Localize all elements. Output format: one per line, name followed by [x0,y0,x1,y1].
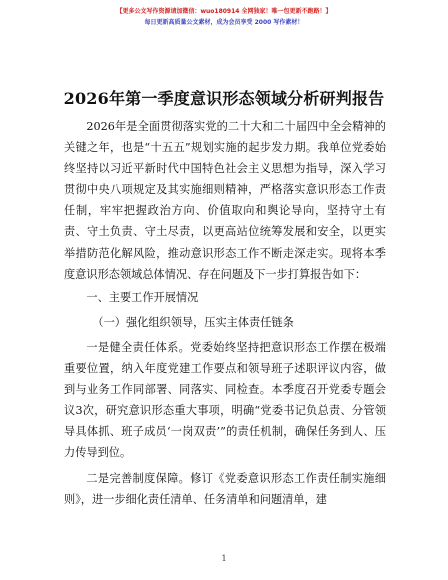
subsection-heading: （一）强化组织领导，压实主体责任链条 [92,315,294,329]
intro-paragraph: 2026年是全面贯彻落实党的二十大和二十届四中全会精神的关键之年，也是“十五五”规划实施的起步发力期。我单位党委始终坚持以习近平新时代中国特色社会主义思想为指导，深入学习贯彻中央八项规定及其实施细则精神，严格落实意识形态工作责任制，牢牢把握政治方向、价值取向和舆论导向，坚持守土有责、守土负责、守土尽责，以更高站位统筹发展和安全，以更实举措防范化解风险，推动意识形态工作不断走深走实。现将本季度意识形态领域总体情况、存在问题及下一步打算报告如下： [64,120,386,281]
page-number: 1 [221,554,227,563]
promo-banner [0,6,448,28]
document-title: 2026年第一季度意识形态领域分析研判报告 [63,89,385,108]
promo-banner-line-1: 【更多公文写作资源请加微信：wuo180914 全网独家！唯一包更新不跑路！】 [116,8,332,15]
body-paragraph: 二是完善制度保障。修订《党委意识形态工作责任制实施细则》，进一步细化责任清单、任务清单和问题清单，建 [64,471,386,506]
promo-banner-line-2: 每日更新高质量公文素材，成为会员享受 2000 写作素材！ [144,19,304,26]
body-paragraph: 一是健全责任体系。党委始终坚持把意识形态工作摆在极端重要位置，纳入年度党建工作要点和领导班子述职评议内容，做到与业务工作同部署、同落实、同检查。本季度召开党委专题会议3次，研究意识形态重大事项，明确“党委书记负总责、分管领导具体抓、班子成员‘一岗双责’”的责任机制，确保任务到人、压力传导到位。 [64,340,386,460]
document-body [64,116,386,510]
section-heading: 一、主要工作开展情况 [86,290,199,304]
